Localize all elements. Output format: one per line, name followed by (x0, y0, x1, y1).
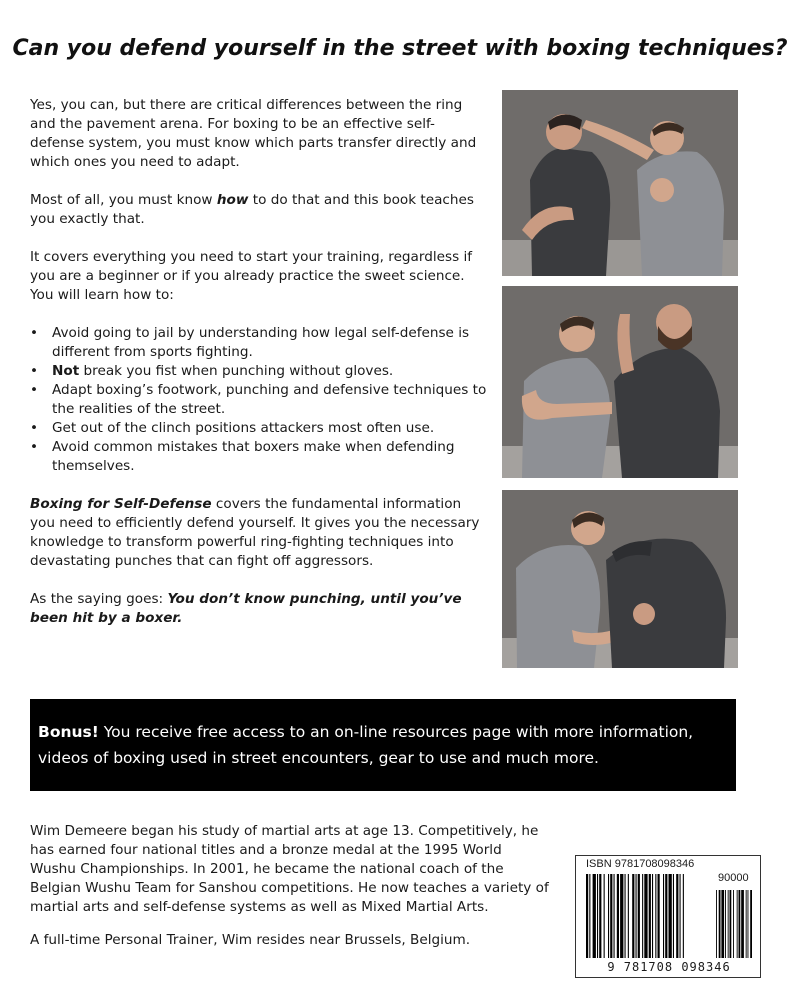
author-bio (30, 822, 550, 964)
list-item: • Adapt boxing’s footwork, punching and defensive techniques to the realities of the street. (30, 381, 488, 419)
headline: Can you defend yourself in the street with boxing techniques? (12, 36, 788, 61)
bonus-label: Bonus! (38, 723, 99, 741)
isbn-digits: 9 781708 098346 (607, 960, 731, 974)
intro-paragraph-2: Most of all, you must know how to do that and this book teaches you exactly that. (30, 192, 474, 227)
summary-paragraph: Boxing for Self-Defense covers the fundamental information you need to efficiently defend yourself. It gives you the necessary knowledge to transform powerful ring-fighting techniques into devastating punches that can fight off aggressors. (30, 496, 480, 569)
description-column (30, 96, 488, 647)
photo-body-punch (502, 490, 738, 668)
photo-grab-punch (502, 90, 738, 276)
isbn-barcode (575, 855, 761, 978)
bio-paragraph-1: Wim Demeere began his study of martial arts at age 13. Competitively, he has earned four national titles and a bronze medal at the 1995 World Wushu Championships. In 2001, he became the national coach of the Belgian Wushu Team for Sanshou competitions. He now teaches a variety of martial arts and self-defense systems as well as Mixed Martial Arts. (30, 823, 549, 915)
list-item: • Get out of the clinch positions attackers most often use. (30, 419, 488, 438)
isbn-label: ISBN 9781708098346 (586, 858, 695, 870)
saying-paragraph: As the saying goes: You don’t know punching, until you’ve been hit by a boxer. (30, 591, 462, 626)
learning-list (30, 324, 488, 476)
intro-paragraph-1: Yes, you can, but there are critical differences between the ring and the pavement arena. For boxing to be an effective self-defense system, you must know which parts transfer directly and which ones you need to adapt. (30, 97, 477, 170)
bonus-banner (30, 699, 736, 791)
photo-clinch-elbow (502, 286, 738, 478)
list-item: • Avoid common mistakes that boxers make when defending themselves. (30, 438, 488, 476)
list-item: • Not break you fist when punching without gloves. (30, 362, 488, 381)
list-item: • Avoid going to jail by understanding how legal self-defense is different from sports fighting. (30, 324, 488, 362)
intro-paragraph-3: It covers everything you need to start your training, regardless if you are a beginner or if you already practice the sweet science. You will learn how to: (30, 249, 473, 303)
barcode-icon (586, 870, 752, 960)
bio-paragraph-2: A full-time Personal Trainer, Wim resides near Brussels, Belgium. (30, 932, 471, 948)
bonus-text: You receive free access to an on-line resources page with more information, videos of boxing used in street encounters, gear to use and much more. (38, 723, 694, 767)
price-code: 90000 (718, 872, 749, 884)
